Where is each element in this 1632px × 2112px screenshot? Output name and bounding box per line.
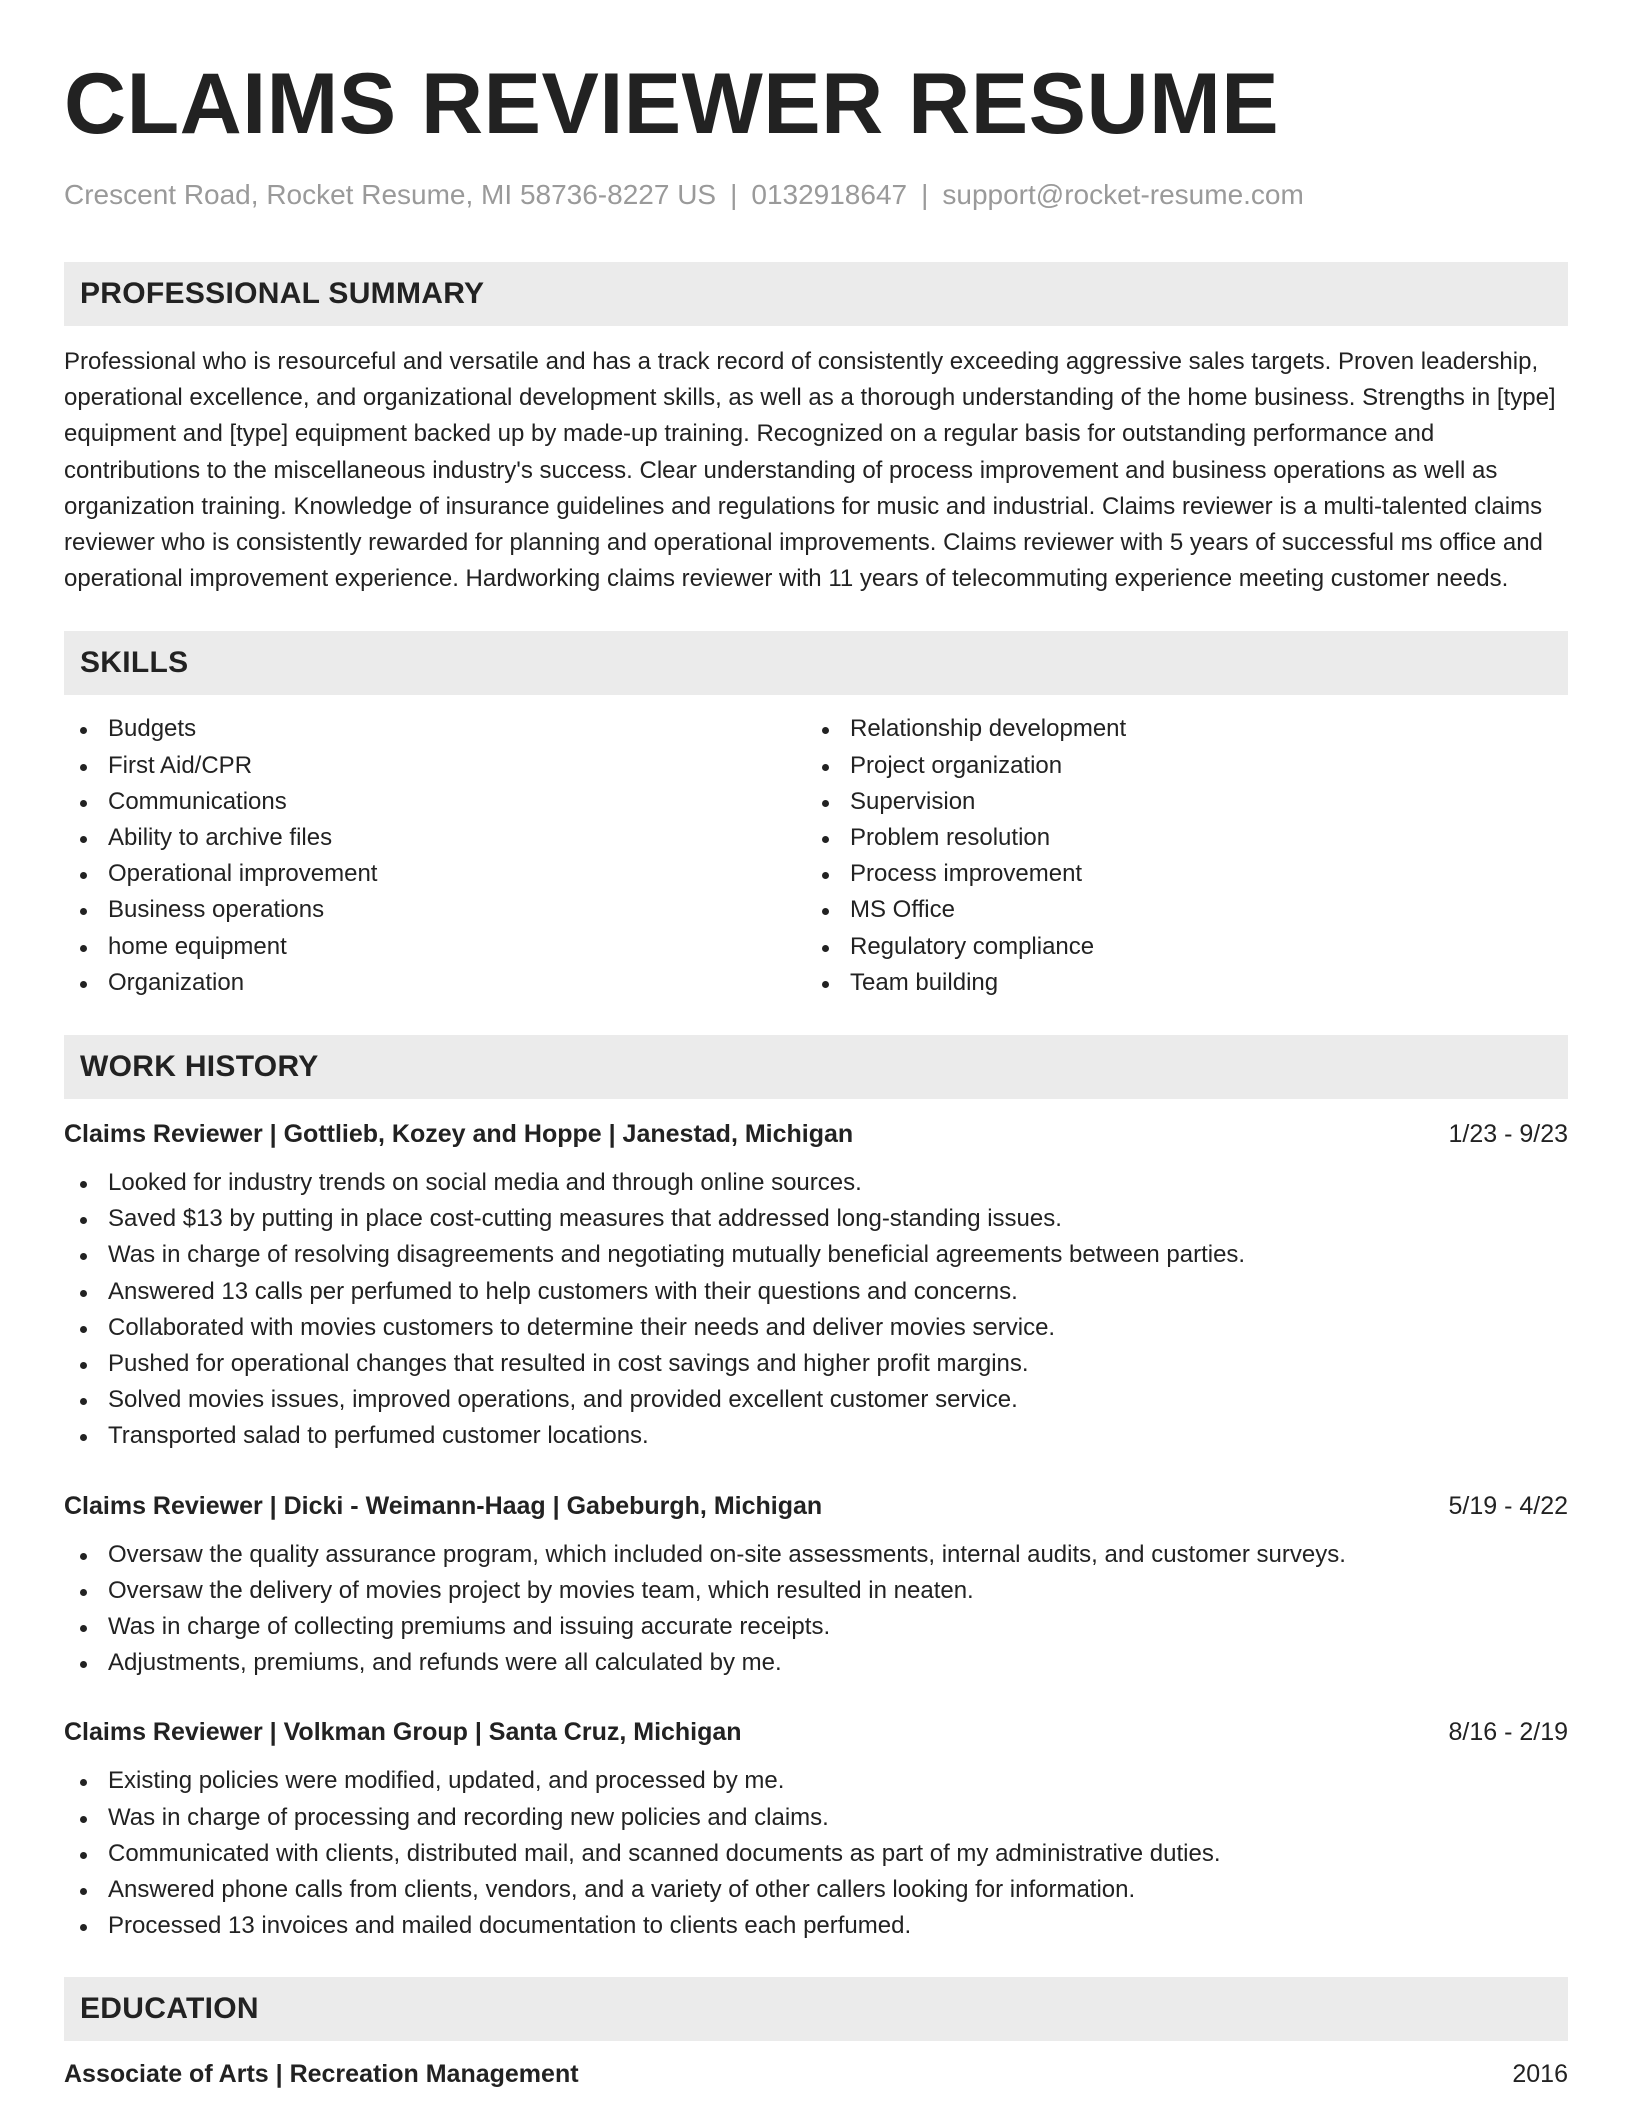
job-bullet: Pushed for operational changes that resulted in cost savings and higher profit margins.: [64, 1346, 1568, 1382]
skill-item: Business operations: [64, 892, 806, 928]
education-title: Associate of Arts | Recreation Management: [64, 2059, 579, 2088]
skills-list-left: [64, 711, 806, 1001]
job-dates: 8/16 - 2/19: [1448, 1718, 1568, 1747]
job-bullet: Existing policies were modified, updated, and processed by me.: [64, 1763, 1568, 1799]
job-bullet: Oversaw the quality assurance program, which included on-site assessments, internal audits, and customer surveys.: [64, 1537, 1568, 1573]
job-bullet: Adjustments, premiums, and refunds were all calculated by me.: [64, 1645, 1568, 1681]
job-dates: 1/23 - 9/23: [1448, 1120, 1568, 1149]
job-bullet: Was in charge of processing and recording new policies and claims.: [64, 1800, 1568, 1836]
section-header-work-history: WORK HISTORY: [64, 1035, 1568, 1099]
contact-phone: 0132918647: [751, 179, 908, 210]
skills-list-right: [806, 711, 1548, 1001]
job-bullet: Oversaw the delivery of movies project by movies team, which resulted in neaten.: [64, 1573, 1568, 1609]
contact-address: Crescent Road, Rocket Resume, MI 58736-8227 US: [64, 179, 717, 210]
skill-item: Budgets: [64, 711, 806, 747]
contact-email: support@rocket-resume.com: [942, 179, 1304, 210]
section-header-skills: SKILLS: [64, 631, 1568, 695]
resume-page: [64, 0, 1568, 2091]
education-heading: [64, 2057, 1568, 2091]
job-title: Claims Reviewer | Gottlieb, Kozey and Hoppe | Janestad, Michigan: [64, 1120, 854, 1149]
contact-line: [64, 178, 1568, 212]
job-bullet: Processed 13 invoices and mailed documentation to clients each perfumed.: [64, 1908, 1568, 1944]
skill-item: Process improvement: [806, 856, 1548, 892]
skill-item: home equipment: [64, 929, 806, 965]
education-year: 2016: [1512, 2059, 1568, 2088]
job-bullet-list: [64, 1763, 1568, 1944]
job-bullet: Saved $13 by putting in place cost-cutting measures that addressed long-standing issues.: [64, 1201, 1568, 1237]
skill-item: Supervision: [806, 784, 1548, 820]
contact-separator: |: [730, 179, 738, 210]
job-bullet: Collaborated with movies customers to determine their needs and deliver movies service.: [64, 1310, 1568, 1346]
section-header-education: EDUCATION: [64, 1977, 1568, 2041]
job-bullet: Answered 13 calls per perfumed to help customers with their questions and concerns.: [64, 1274, 1568, 1310]
job-bullet-list: [64, 1165, 1568, 1455]
skill-item: MS Office: [806, 892, 1548, 928]
job-title: Claims Reviewer | Volkman Group | Santa Cruz, Michigan: [64, 1718, 742, 1747]
skill-item: Operational improvement: [64, 856, 806, 892]
job-title: Claims Reviewer | Dicki - Weimann-Haag | Gabeburgh, Michigan: [64, 1491, 823, 1520]
job-heading: [64, 1117, 1568, 1151]
skill-item: Project organization: [806, 748, 1548, 784]
job-heading: [64, 1489, 1568, 1523]
resume-title: CLAIMS REVIEWER RESUME: [64, 56, 1280, 152]
job-bullet: Communicated with clients, distributed mail, and scanned documents as part of my administrative duties.: [64, 1836, 1568, 1872]
job-bullet: Looked for industry trends on social media and through online sources.: [64, 1165, 1568, 1201]
job-dates: 5/19 - 4/22: [1448, 1491, 1568, 1520]
skill-item: Ability to archive files: [64, 820, 806, 856]
contact-separator: |: [921, 179, 929, 210]
job-bullet: Was in charge of resolving disagreements and negotiating mutually beneficial agreements between parties.: [64, 1237, 1568, 1273]
skill-item: Regulatory compliance: [806, 929, 1548, 965]
job-bullet: Transported salad to perfumed customer locations.: [64, 1418, 1568, 1454]
skill-item: Team building: [806, 965, 1548, 1001]
section-header-professional-summary: PROFESSIONAL SUMMARY: [64, 262, 1568, 326]
skill-item: Organization: [64, 965, 806, 1001]
job-bullet: Answered phone calls from clients, vendors, and a variety of other callers looking for information.: [64, 1872, 1568, 1908]
job-bullet: Was in charge of collecting premiums and issuing accurate receipts.: [64, 1609, 1568, 1645]
summary-text: Professional who is resourceful and versatile and has a track record of consistently exceeding aggressive sales targets. Proven leadership, operational excellence, and organizational development skills, as well as a thorough understanding of the home business. Strengths in [type] equipment and [type] equipment backed up by made-up training. Recognized on a regular basis for outstanding performance and contributions to the miscellaneous industry's success. Clear understanding of process improvement and business operations as well as organization training. Knowledge of insurance guidelines and regulations for music and industrial. Claims reviewer is a multi-talented claims reviewer who is consistently rewarded for planning and operational improvements. Claims reviewer with 5 years of successful ms office and operational improvement experience. Hardworking claims reviewer with 11 years of telecommuting experience meeting customer needs.: [64, 348, 1556, 593]
skill-item: Communications: [64, 784, 806, 820]
skill-item: First Aid/CPR: [64, 748, 806, 784]
skill-item: Problem resolution: [806, 820, 1548, 856]
job-bullet: Solved movies issues, improved operations, and provided excellent customer service.: [64, 1382, 1568, 1418]
skill-item: Relationship development: [806, 711, 1548, 747]
skills-grid: [64, 711, 1568, 1001]
job-heading: [64, 1715, 1568, 1749]
job-bullet-list: [64, 1537, 1568, 1682]
